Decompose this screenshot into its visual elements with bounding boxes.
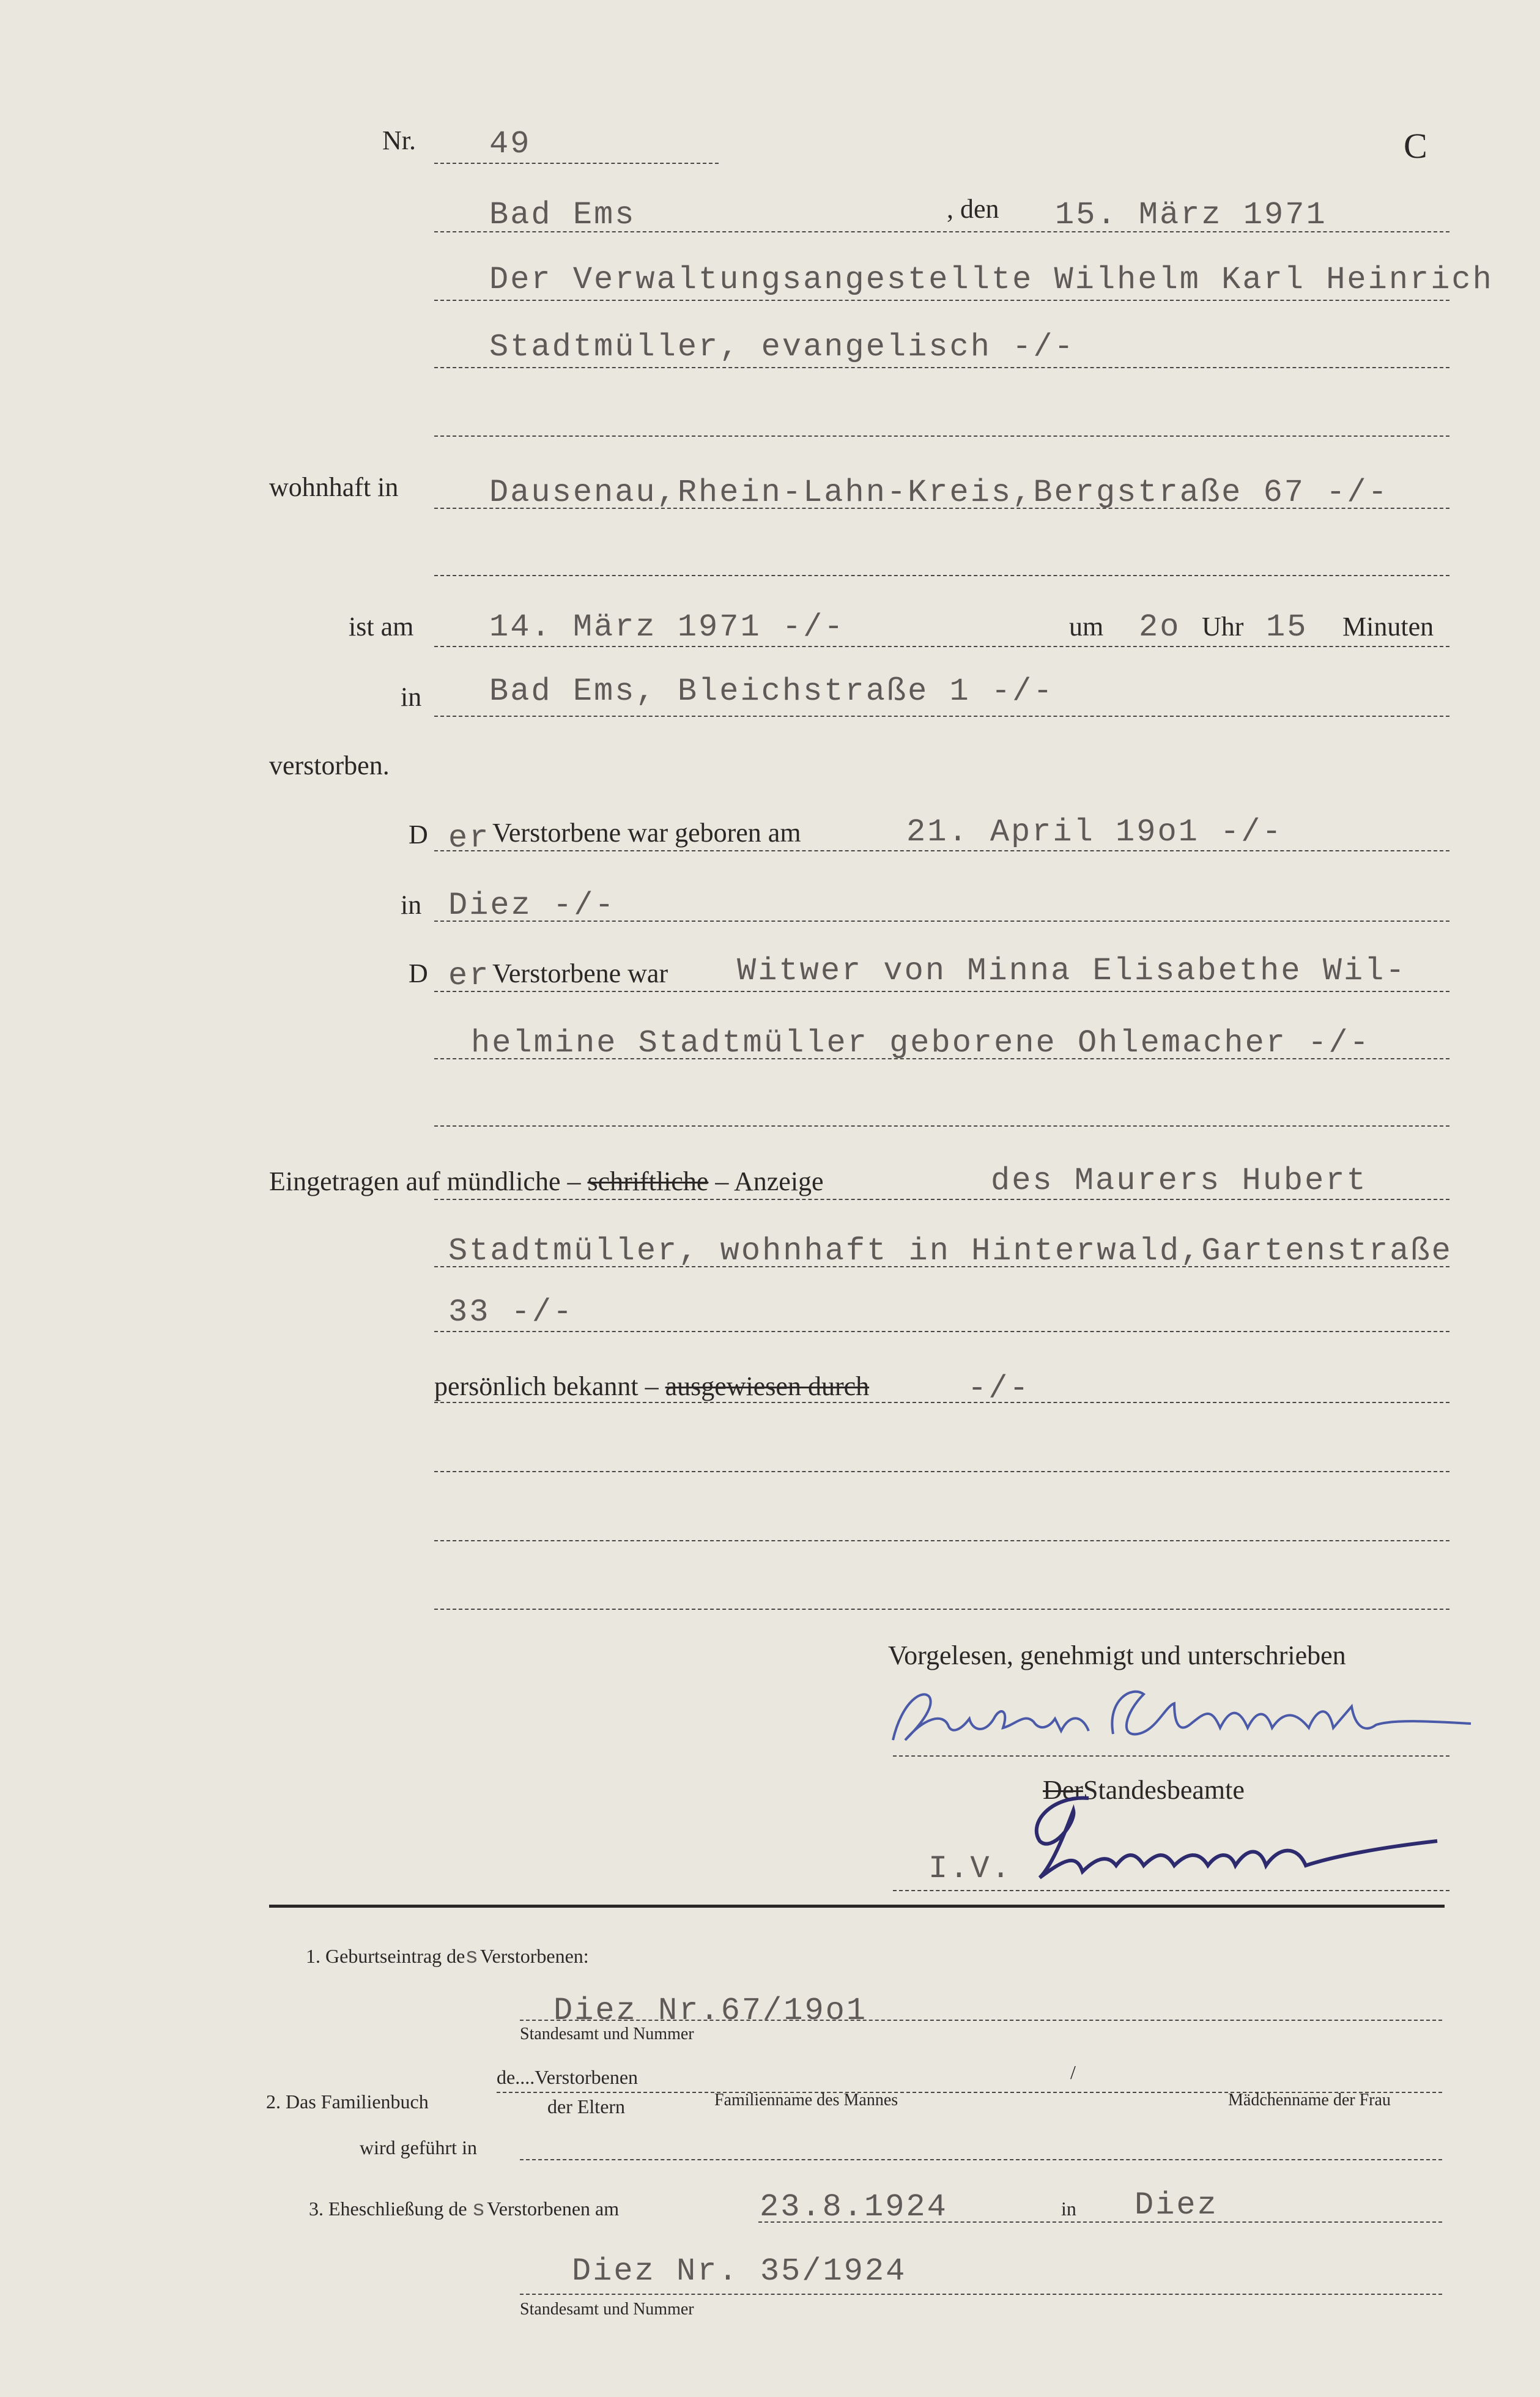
signature-2-rule <box>893 1890 1449 1891</box>
residence-rule <box>434 508 1449 509</box>
known-label <box>434 1373 869 1400</box>
marital-label: Verstorbene war <box>492 958 668 988</box>
footer-item-2-dots: .... <box>515 2066 535 2088</box>
birth-date: 21. April 19o1 -/- <box>906 814 1283 850</box>
footer-item-3-label <box>309 2199 619 2221</box>
footer-item-2-verstorbenen: Verstorbenen <box>535 2066 639 2088</box>
signature-1-rule <box>893 1755 1449 1757</box>
registration-line-2: Stadtmüller, wohnhaft in Hinterwald,Gartenstraße <box>448 1233 1453 1269</box>
section-divider <box>269 1905 1445 1908</box>
known-value: -/- <box>968 1371 1031 1407</box>
blank-rule-1 <box>434 435 1449 437</box>
registration-line-2-rule <box>434 1266 1449 1267</box>
footer-item-2-de-prefix: de <box>497 2066 516 2088</box>
registration-label <box>269 1168 824 1195</box>
footer-item-1-label-a: 1. Geburtseintrag de <box>306 1945 465 1967</box>
footer-item-3-in: in <box>1061 2198 1076 2220</box>
nr-label: Nr. <box>382 125 416 155</box>
registration-line-3-rule <box>434 1331 1449 1332</box>
registration-label-a: Eingetragen auf mündliche – <box>269 1166 581 1196</box>
marital-line-1: Witwer von Minna Elisabethe Wil- <box>737 953 1407 989</box>
marital-line-2: helmine Stadtmüller geborene Ohlemacher -/- <box>471 1025 1371 1061</box>
der-struck: Der <box>1043 1775 1083 1805</box>
standesamt-label-1: Standesamt und Nummer <box>520 2025 694 2043</box>
footer-item-2-de <box>497 2067 638 2087</box>
iv-label: I.V. <box>928 1851 1012 1887</box>
footer-item-1-label <box>306 1946 589 1968</box>
death-hour: 2o <box>1139 609 1181 645</box>
footer-item-3-date: 23.8.1924 <box>760 2189 948 2225</box>
um-label: um <box>1069 612 1104 642</box>
declarant-line-2-rule <box>434 367 1449 368</box>
declarant-line-2: Stadtmüller, evangelisch -/- <box>489 329 1075 365</box>
blank-rule-6 <box>434 1609 1449 1610</box>
death-date-rule <box>434 646 1449 647</box>
known-rule <box>434 1402 1449 1403</box>
registration-label-b: – Anzeige <box>715 1166 824 1196</box>
signature-hubert-stadtmueller <box>887 1676 1474 1755</box>
footer-item-3-rule <box>758 2221 1442 2223</box>
standesbeamte-title: Standesbeamte <box>1083 1775 1245 1805</box>
known-label-struck: ausgewiesen durch <box>665 1371 870 1401</box>
blank-rule-5 <box>434 1540 1449 1541</box>
marital-er-fill: er <box>448 958 491 994</box>
footer-item-2-maedchenname: Mädchenname der Frau <box>1228 2091 1391 2110</box>
blank-rule-2 <box>434 575 1449 576</box>
birth-place-rule <box>434 921 1449 922</box>
known-label-a: persönlich bekannt – <box>434 1371 659 1401</box>
birth-label: Verstorbene war geboren am <box>492 818 801 848</box>
footer-item-2-gefuehrt: wird geführt in <box>360 2136 477 2158</box>
death-date: 14. März 1971 -/- <box>489 609 845 645</box>
declarant-line-1-rule <box>434 300 1449 301</box>
header-date-line <box>434 231 1449 232</box>
footer-item-3-label-b: Verstorbenen am <box>487 2198 620 2220</box>
footer-item-1-value: Diez Nr.67/19o1 <box>553 1993 868 2029</box>
declarant-line-1: Der Verwaltungsangestellte Wilhelm Karl Heinrich <box>489 262 1494 298</box>
place-of-record: Bad Ems <box>489 197 636 233</box>
marital-line-1-rule <box>434 991 1449 992</box>
registration-label-struck: schriftliche <box>587 1166 709 1196</box>
footer-item-3-value: Diez Nr. 35/1924 <box>572 2253 907 2289</box>
footer-item-2-eltern: der Eltern <box>547 2095 626 2117</box>
nr-line <box>434 163 719 164</box>
registration-line-1: des Maurers Hubert <box>991 1163 1368 1199</box>
record-number: 49 <box>489 126 531 162</box>
blank-rule-3 <box>434 1125 1449 1127</box>
residence-value: Dausenau,Rhein-Lahn-Kreis,Bergstraße 67 -/- <box>489 475 1389 511</box>
footer-item-3-fill: s <box>472 2197 487 2222</box>
footer-item-1-fill: s <box>465 1944 480 1969</box>
birth-place: Diez -/- <box>448 887 616 924</box>
uhr-label: Uhr <box>1202 612 1244 642</box>
marital-d-label: D <box>409 958 428 988</box>
marital-line-2-rule <box>434 1058 1449 1059</box>
footer-item-2-slash: / <box>1070 2061 1076 2083</box>
birth-place-label: in <box>401 890 422 920</box>
footer-item-3-value-rule <box>520 2294 1442 2295</box>
record-date: 15. März 1971 <box>1055 197 1327 233</box>
footer-item-3-place: Diez <box>1135 2187 1218 2223</box>
blank-rule-4 <box>434 1471 1449 1472</box>
standesamt-label-2: Standesamt und Nummer <box>520 2300 694 2319</box>
death-minutes: 15 <box>1266 609 1308 645</box>
registration-line-1-rule <box>434 1199 1449 1200</box>
verstorben-label: verstorben. <box>269 750 390 780</box>
minuten-label: Minuten <box>1342 612 1434 642</box>
birth-d-label: D <box>409 820 428 850</box>
death-place: Bad Ems, Bleichstraße 1 -/- <box>489 673 1054 709</box>
birth-date-rule <box>434 850 1449 851</box>
form-letter: C <box>1404 126 1427 166</box>
footer-item-3-label-a: 3. Eheschließung de <box>309 2198 467 2220</box>
vorgelesen-label: Vorgelesen, genehmigt und unterschrieben <box>888 1640 1346 1670</box>
birth-er-fill: er <box>448 820 491 856</box>
footer-item-2-familienname: Familienname des Mannes <box>714 2091 898 2110</box>
residence-label: wohnhaft in <box>269 472 399 502</box>
death-place-label: in <box>401 682 422 712</box>
footer-item-1-label-b: Verstorbenen: <box>479 1945 589 1967</box>
footer-item-1-rule <box>520 2020 1442 2021</box>
death-place-rule <box>434 716 1449 717</box>
date-label: , den <box>947 194 999 224</box>
footer-item-2-label: 2. Das Familienbuch <box>266 2091 429 2113</box>
footer-item-2-gefuehrt-rule <box>520 2159 1442 2160</box>
signature-standesbeamter <box>1015 1786 1443 1896</box>
death-date-label: ist am <box>349 612 414 642</box>
registration-line-3: 33 -/- <box>448 1294 574 1330</box>
